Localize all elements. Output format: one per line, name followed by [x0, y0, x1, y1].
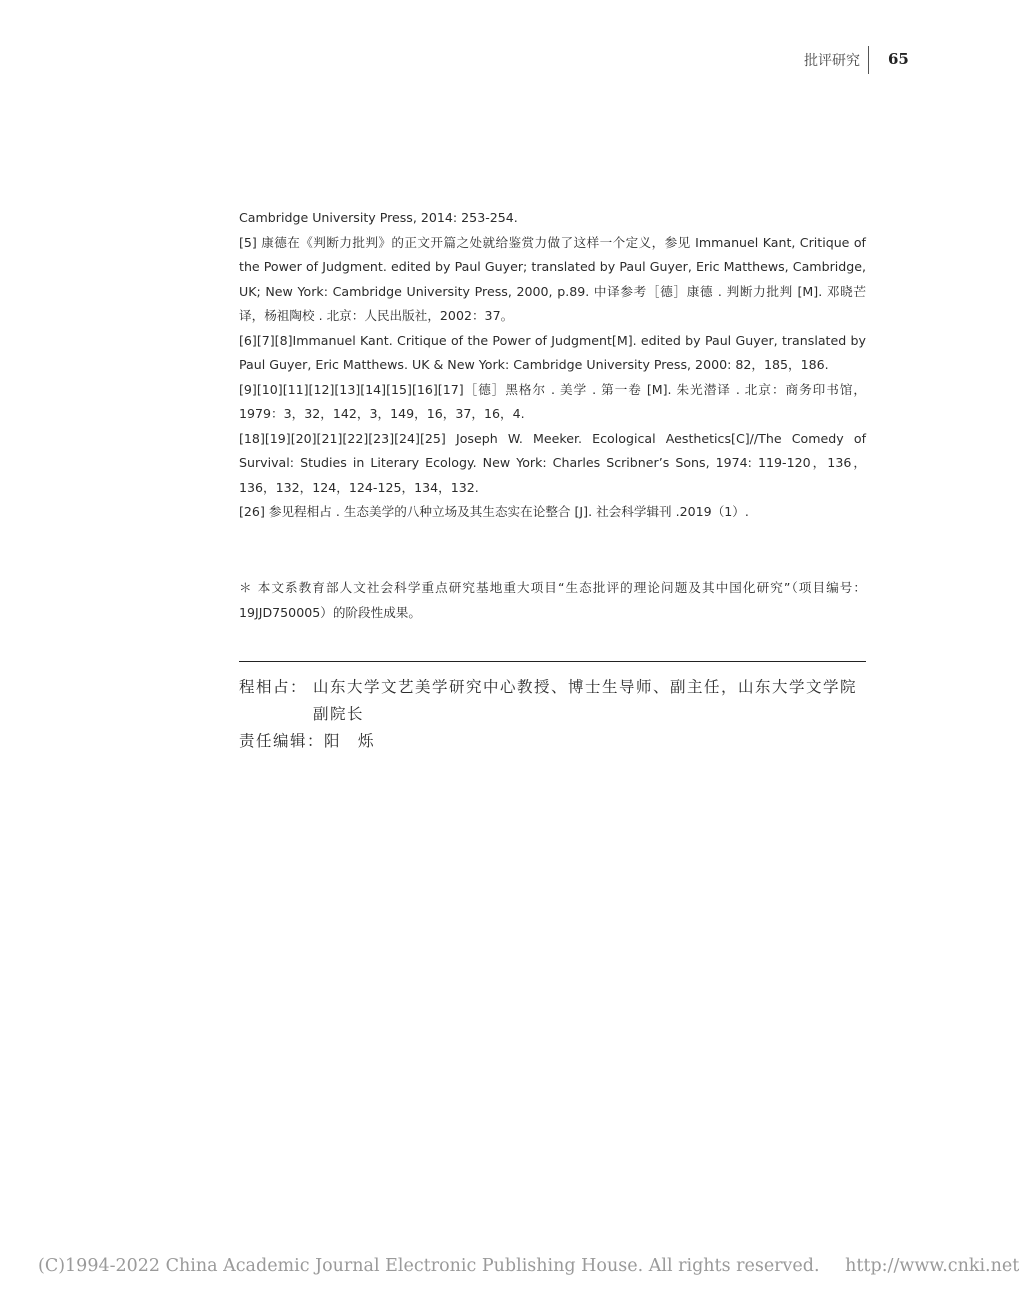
author-row — [239, 674, 866, 728]
author-bio — [239, 674, 866, 755]
header-divider — [868, 46, 869, 74]
endnote-18-25: [18][19][20][21][22][23][24][25] Joseph W. Meeker. Ecological Aesthetics[C]//The Comedy of Survival: Studies in Literary Ecology. New York: Charles Scribner’s Sons, 1974: 119-120，136，136，132，124，124-125，134，132. — [239, 430, 866, 495]
endnotes — [239, 206, 866, 525]
bio-divider — [239, 661, 866, 662]
editor-name: 阳 烁 — [324, 732, 376, 750]
running-header-section: 批评研究 — [804, 53, 860, 69]
endnote-9-17: [9][10][11][12][13][14][15][16][17]［德］黑格尔 . 美学 . 第一卷 [M]. 朱光潜译 . 北京：商务印书馆，1979：3，32，142，3，149，16，37，16，4. — [239, 381, 866, 421]
endnote-26: [26] 参见程相占 . 生态美学的八种立场及其生态实在论整合 [J]. 社会科学辑刊 .2019（1）. — [239, 504, 749, 519]
footer-url[interactable]: http://www.cnki.net — [845, 1256, 1019, 1276]
author-label: 程相占： — [239, 678, 308, 696]
editor-row — [239, 728, 866, 755]
copyright-text: (C)1994-2022 China Academic Journal Electronic Publishing House. All rights reserved. — [38, 1256, 820, 1276]
editor-label: 责任编辑： — [239, 732, 325, 750]
endnote-5: [5] 康德在《判断力批判》的正文开篇之处就给鉴赏力做了这样一个定义，参见 Immanuel Kant, Critique of the Power of Judgment. edited by Paul Guyer; translated by Paul Guyer, Eric Matthews, Cambridge, UK; New York: Cambridge University Press, 2000, p.89. 中译参考［德］康德 . 判断力批判 [M]. 邓晓芒译，杨祖陶校 . 北京：人民出版社，2002：37。 — [239, 234, 866, 323]
page-number: 65 — [888, 50, 909, 68]
copyright-footer — [38, 1256, 1019, 1276]
endnote-6-8: [6][7][8]Immanuel Kant. Critique of the Power of Judgment[M]. edited by Paul Guyer, translated by Paul Guyer, Eric Matthews. UK & New York: Cambridge University Press, 2000: 82，185，186. — [239, 332, 866, 372]
endnote-continued: Cambridge University Press, 2014: 253-254. — [239, 210, 518, 225]
funding-note: ＊ 本文系教育部人文社会科学重点研究基地重大项目“生态批评的理论问题及其中国化研究”（项目编号：19JJD750005）的阶段性成果。 — [239, 580, 866, 620]
author-description: 山东大学文艺美学研究中心教授、博士生导师、副主任，山东大学文学院副院长 — [313, 678, 858, 723]
